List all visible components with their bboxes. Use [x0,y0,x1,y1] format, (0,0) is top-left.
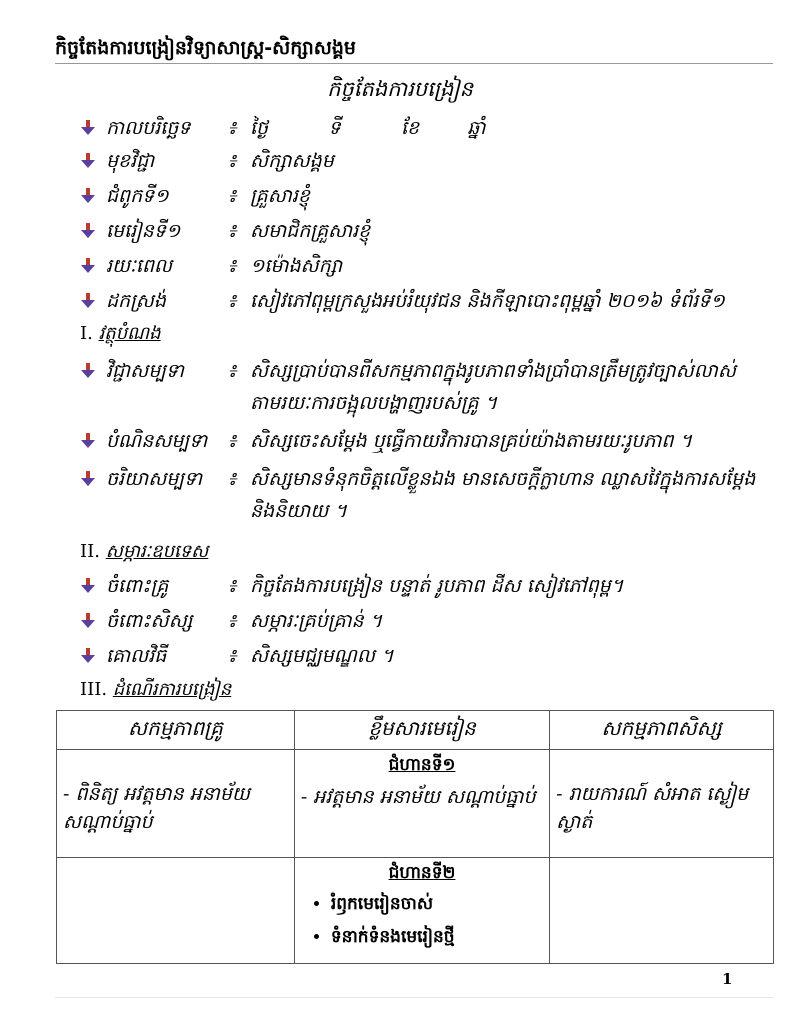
info-colon: ៖ [228,185,237,207]
header-rule [55,63,773,64]
down-arrow-bullet-icon [80,293,96,309]
objective-label: ចរិយាសម្បទា [106,468,203,490]
step2-teacher-cell [57,858,295,964]
material-value: សិស្សមជ្ឈមណ្ឌល ។ [250,645,394,667]
info-colon: ៖ [228,220,237,242]
step1-student-text: - រាយការណ៍ សំអាត ស្ងៀមស្ងាត់ [556,783,749,833]
objective-label: វិជ្ជាសម្បទា [106,360,185,382]
step2-stage-title: ជំហានទី២ [388,863,456,883]
objective-colon: ៖ [228,430,237,452]
info-label: កាលបរិច្ឆេទ [106,117,191,139]
objective-label: បំណិនសម្បទា [106,430,208,452]
list-item: • ទំនាក់ទំនងមេរៀនថ្មី [331,926,543,951]
down-arrow-bullet-icon [80,471,96,487]
step2-content-cell [294,858,549,964]
info-value: ថ្ងៃ ទី ខែ ឆ្នាំ [250,117,486,139]
step1-stage-title: ជំហានទី១ [388,755,456,775]
material-value: សម្ភារៈគ្រប់គ្រាន់ ។ [250,610,383,632]
material-colon: ៖ [228,645,237,667]
down-arrow-bullet-icon [80,188,96,204]
material-label: គោលវិធី [106,645,167,667]
objective-value: សិស្សមានទំនុកចិត្តលើខ្លួនឯង មានសេចក្តីក្លាហាន ឈ្លាសវៃក្នុងការសម្តែង និងនិយាយ ។ [250,468,756,522]
info-label: រយៈពេល [106,255,173,277]
page-number: 1 [722,970,733,988]
document-title: កិច្ចតែងការបង្រៀន [327,77,473,101]
section-number: II. [80,541,100,562]
down-arrow-bullet-icon [80,578,96,594]
header-title: កិច្ចតែងការបង្រៀនវិទ្យាសាស្ត្រ-សិក្សាសង្គម [55,37,356,59]
down-arrow-bullet-icon [80,613,96,629]
table-header-row [57,711,774,750]
table-row-step1 [57,750,774,858]
objective-value: សិស្សប្រាប់បានពីសកម្មភាពក្នុងរូបភាពទាំងប្រាំបានត្រឹមត្រូវច្បាស់លាស់ តាមរយៈការចង្អុលបង្ហាញរបស់គ្រូ ។ [250,360,736,414]
info-label: ដកស្រង់ [106,290,166,312]
section-procedure [80,676,231,704]
section-objectives [80,320,161,348]
step1-content-cell [294,750,549,858]
down-arrow-bullet-icon [80,153,96,169]
down-arrow-bullet-icon [80,120,96,136]
list-item: • រំឭកមេរៀនចាស់ [331,893,543,918]
header-student-activity: សកម្មភាពសិស្ស [550,711,774,750]
info-colon: ៖ [228,117,237,139]
section-title: វត្ថុបំណង [98,323,161,344]
header-lesson-content: ខ្លឹមសារមេរៀន [294,711,549,750]
material-label: ចំពោះគ្រូ [106,575,169,597]
material-colon: ៖ [228,575,237,597]
header-teacher-activity: សកម្មភាពគ្រូ [57,711,295,750]
material-label: ចំពោះសិស្ស [106,610,193,632]
section-title: សម្ភារៈឧបទេស [105,541,209,562]
info-label: មេរៀនទី១ [106,220,181,242]
info-label: ជំពូកទី១ [106,185,169,207]
material-colon: ៖ [228,610,237,632]
section-title: ដំណើរការបង្រៀន [112,679,232,700]
step2-bullet-list [301,893,543,951]
info-label: មុខវិជ្ជា [106,150,155,172]
down-arrow-bullet-icon [80,648,96,664]
section-number: III. [80,679,108,700]
section-number: I. [80,323,93,344]
step1-student-cell [550,750,774,858]
down-arrow-bullet-icon [80,363,96,379]
procedure-table [56,710,774,964]
footer-rule [55,997,773,998]
info-value: ១ម៉ោងសិក្សា [250,255,343,277]
info-value: សិក្សាសង្គម [250,150,334,172]
step1-teacher-text: - ពិនិត្យ អវត្តមាន អនាម័យ សណ្តាប់ធ្នាប់ [63,783,250,833]
down-arrow-bullet-icon [80,223,96,239]
step1-teacher-cell [57,750,295,858]
material-value: កិច្ចតែងការបង្រៀន បន្ទាត់ រូបភាព ដីស សៀវភៅពុម្ព។ [250,575,624,597]
info-value: គ្រួសារខ្ញុំ [250,185,310,207]
info-value: សមាជិកគ្រួសារខ្ញុំ [250,220,371,242]
info-value: សៀវភៅពុម្ពក្រសួងអប់រំយុវជន និងកីឡាបោះពុម្ពឆ្នាំ ២០១៦ ទំព័រទី១ [250,290,725,312]
info-colon: ៖ [228,290,237,312]
step2-student-cell [550,858,774,964]
step1-content-text: - អវត្តមាន អនាម័យ សណ្តាប់ធ្នាប់ [300,786,536,808]
objective-colon: ៖ [228,468,237,490]
down-arrow-bullet-icon [80,433,96,449]
table-row-step2 [57,858,774,964]
objective-value: សិស្សចេះសម្តែង ឬធ្វើកាយវិការបានគ្រប់យ៉ាងតាមរយៈរូបភាព ។ [250,430,693,452]
objective-colon: ៖ [228,360,237,382]
down-arrow-bullet-icon [80,258,96,274]
info-colon: ៖ [228,255,237,277]
info-colon: ៖ [228,150,237,172]
section-materials [80,538,208,566]
